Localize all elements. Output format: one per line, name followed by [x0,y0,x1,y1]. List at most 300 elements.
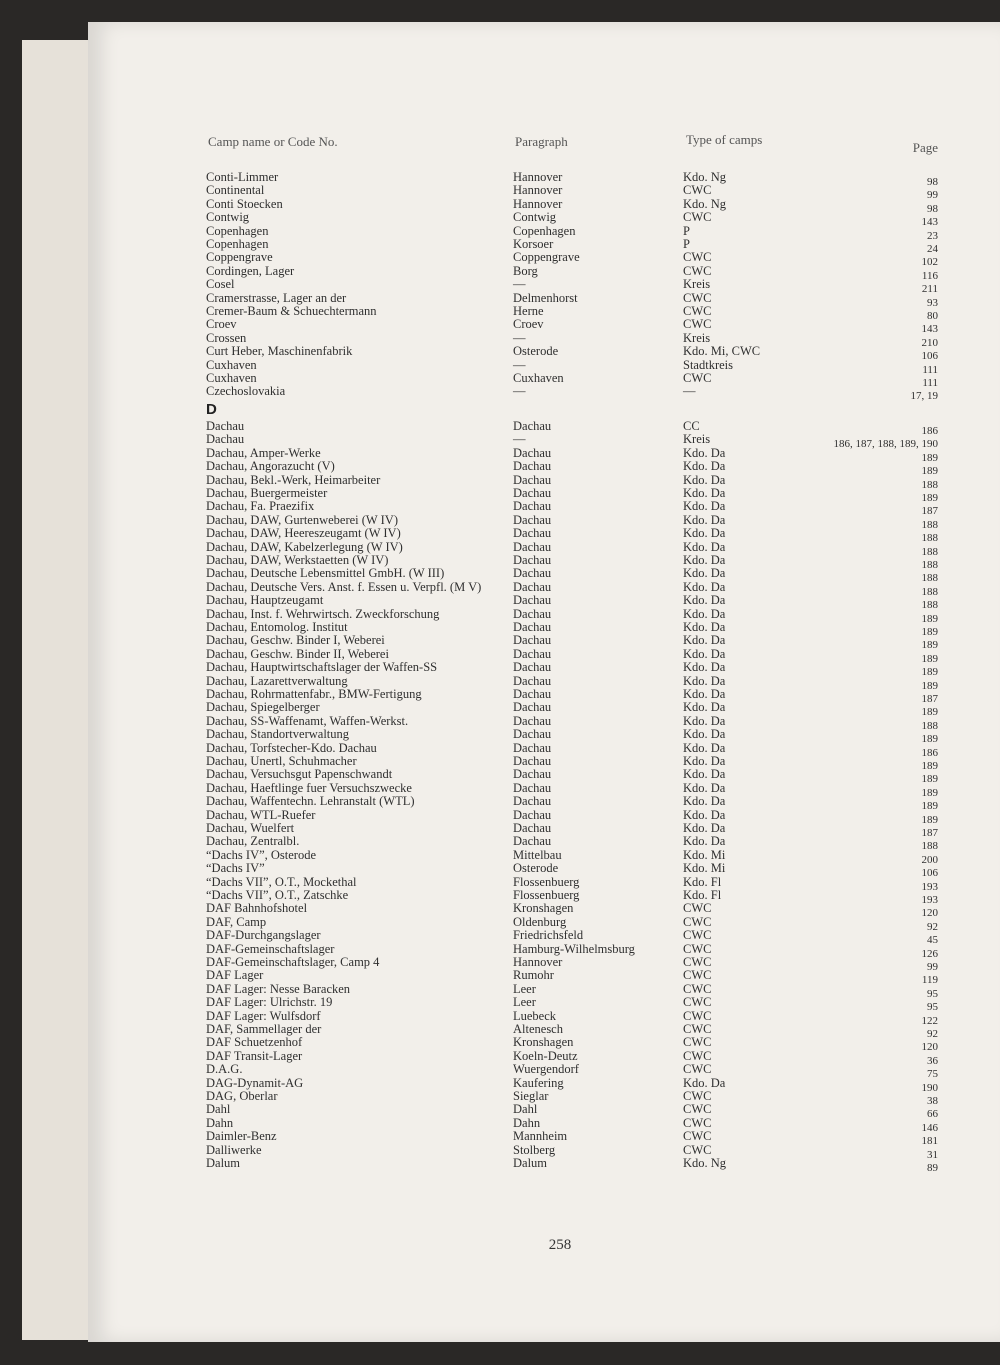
table-row [0,740,1000,759]
paragraph-cell: Rumohr [513,968,554,983]
camp-name-cell: Dachau, DAW, Gurtenweberei (W IV) [206,512,398,527]
paragraph-cell: Herne [513,304,544,318]
page-ref-cell: 187 [921,827,938,839]
camp-type-cell: Kdo. Da [683,673,726,688]
table-row [0,459,1000,478]
page-ref-cell: 190 [921,1081,938,1094]
page-ref-cell: 126 [921,947,938,960]
camp-name-cell: DAF Lager: Ulrichstr. 19 [206,995,333,1010]
table-row [0,968,1000,987]
page-ref-cell: 200 [921,853,938,866]
page-ref-cell: 111 [922,363,938,376]
camp-type-cell: CWC [683,928,712,943]
page-ref-cell: 119 [921,974,938,987]
paragraph-cell: Dachau [513,713,552,728]
table-row [0,553,1000,571]
paragraph-cell: Copenhagen [513,223,576,238]
paragraph-cell: Hamburg-Wilhelmsburg [513,941,635,956]
table-row [0,1022,1000,1040]
table-row [0,445,1000,464]
camp-name-cell: Cordingen, Lager [206,263,295,278]
table-row [0,660,1000,679]
camp-type-cell: Kdo. Da [683,754,726,768]
page-ref-cell: 95 [927,1001,938,1014]
table-row [0,1062,1000,1081]
table-row [0,794,1000,813]
table-row [0,499,1000,518]
camp-type-cell: CWC [683,210,712,225]
paragraph-cell: Cuxhaven [513,371,564,385]
camp-type-cell: Kdo. Da [683,821,726,835]
table-row [0,847,1000,866]
camp-name-cell: “Dachs VII”, O.T., Zatschke [206,888,349,902]
camp-type-cell: CWC [683,290,712,305]
camp-name-cell: DAF Lager: Wulfsdorf [206,1008,321,1023]
paragraph-cell: Dalum [513,1156,548,1170]
paragraph-cell: Dachau [513,566,552,581]
page-ref-cell: 186 [921,746,938,759]
camp-name-cell: Dachau, Wuelfert [206,821,295,835]
table-row [0,237,1000,255]
table-row [0,344,1000,363]
camp-type-cell: Kdo. Da [683,1075,726,1090]
page-ref-cell: 146 [921,1121,938,1134]
paragraph-cell: Kronshagen [513,1035,574,1050]
page-ref-cell: 187 [921,693,938,705]
page-ref-cell: 189 [921,800,938,813]
paragraph-cell: Dachau [513,459,552,474]
table-row [0,767,1000,786]
camp-type-cell: Kreis [683,277,711,292]
page-ref-cell: 189 [921,652,938,665]
page-ref-cell: 188 [921,719,938,732]
table-row [0,700,1000,719]
paragraph-cell: Dachau [513,472,552,487]
camp-name-cell: Cremer-Baum & Schuechtermann [206,304,377,318]
page-ref-cell: 188 [921,840,938,853]
camp-name-cell: Dachau, Spiegelberger [206,700,320,715]
camp-name-cell: D.A.G. [206,1062,243,1077]
page-ref-cell: 193 [921,894,938,906]
camp-type-cell: Kdo. Da [683,593,726,608]
camp-type-cell: Kreis [683,330,711,345]
camp-name-cell: Dachau, SS-Waffenamt, Waffen-Werkst. [206,713,409,728]
camp-name-cell: Dahn [206,1115,234,1130]
paragraph-cell: Altenesch [513,1022,563,1036]
table-row [0,914,1000,933]
camp-type-cell: CWC [683,1129,712,1144]
camp-type-cell: CWC [683,183,712,198]
page-ref-cell: 189 [921,786,938,799]
camp-name-cell: DAF-Durchgangslager [206,928,321,943]
page-ref-cell: 189 [921,733,938,746]
page-ref-cell: 181 [921,1135,938,1148]
paragraph-cell: Leer [513,981,536,996]
camp-name-cell: Croev [206,317,237,332]
paragraph-cell: Dahn [513,1115,541,1130]
paragraph-cell: Dachau [513,834,552,849]
camp-type-cell: CWC [683,317,712,332]
camp-name-cell: Dachau, Standortverwaltung [206,727,350,742]
camp-type-cell: CWC [683,1115,712,1130]
camp-name-cell: Dachau, Buergermeister [206,486,328,500]
table-row [0,371,1000,389]
page-ref-cell: 143 [921,323,938,336]
camp-name-cell: Dachau, Waffentechn. Lehranstalt (WTL) [206,794,415,809]
camp-name-cell: Dachau, Lazarettverwaltung [206,673,348,688]
camp-type-cell: CWC [683,1102,712,1117]
page-ref-cell: 188 [921,478,938,491]
paragraph-cell: Dachau [513,579,552,594]
header-type-of-camps: Type of camps [686,132,763,147]
table-row [0,861,1000,880]
header-page: Page [912,140,938,155]
page-ref-cell: 186, 187, 188, 189, 190 [833,438,938,451]
header-paragraph: Paragraph [515,134,568,149]
paragraph-cell: Dachau [513,727,552,742]
page-ref-cell: 189 [921,451,938,464]
camp-name-cell: Dachau, Deutsche Lebensmittel GmbH. (W III) [206,566,445,581]
camp-type-cell: Kdo. Da [683,606,726,621]
table-row [0,928,1000,947]
page-ref-cell: 99 [927,189,938,202]
page-ref-cell: 116 [921,269,938,282]
paragraph-cell: Dachau [513,646,552,661]
table-row [0,1156,1000,1174]
camp-name-cell: Dachau, Bekl.-Werk, Heimarbeiter [206,472,381,487]
camp-type-cell: CWC [683,304,712,318]
camp-name-cell: DAF Transit-Lager [206,1048,303,1063]
camp-type-cell: CWC [683,250,712,265]
camp-name-cell: Copenhagen [206,223,269,238]
page-ref-cell: 75 [927,1068,938,1081]
page-ref-cell: 189 [921,679,938,692]
table-row [0,1115,1000,1134]
camp-type-cell: CWC [683,941,712,956]
page-ref-cell: 189 [921,612,938,625]
camp-type-cell: Kdo. Da [683,687,726,701]
camp-name-cell: Dachau, DAW, Werkstaetten (W IV) [206,553,389,567]
camp-type-cell: Kdo. Da [683,780,726,795]
paragraph-cell: Sieglar [513,1089,549,1103]
page-ref-cell: 188 [921,532,938,545]
paragraph-cell: Coppengrave [513,250,580,265]
table-row [0,486,1000,504]
camp-type-cell: Kdo. Da [683,566,726,581]
camp-name-cell: DAF Lager [206,968,264,983]
paragraph-cell: Dachau [513,740,552,755]
page-ref-cell: 188 [921,585,938,598]
page-ref-cell: 99 [927,961,938,973]
table-row [0,807,1000,826]
table-row [0,579,1000,598]
paragraph-cell: Dachau [513,633,552,648]
paragraph-cell: Hannover [513,183,563,198]
paragraph-cell: Hannover [513,955,563,969]
page-ref-cell: 45 [927,934,938,947]
camp-type-cell: CWC [683,995,712,1010]
camp-type-cell: CWC [683,981,712,996]
camp-name-cell: Dachau, Geschw. Binder II, Weberei [206,646,389,661]
table-row [0,317,1000,336]
camp-name-cell: Copenhagen [206,237,269,251]
camp-name-cell: Dachau [206,419,245,433]
camp-name-cell: Daimler-Benz [206,1129,277,1144]
paragraph-cell: Osterode [513,344,559,359]
paragraph-cell: Stolberg [513,1142,556,1157]
paragraph-cell: Hannover [513,170,563,184]
table-row [0,606,1000,625]
paragraph-cell: Luebeck [513,1008,557,1023]
camp-type-cell: CWC [683,901,712,916]
page-ref-cell: 122 [921,1014,938,1027]
section-letter: D [206,401,217,418]
page-ref-cell: 189 [921,813,938,826]
paragraph-cell: Dachau [513,553,552,567]
camp-type-cell: Kdo. Da [683,620,726,634]
camp-type-cell: CWC [683,1022,712,1036]
table-row [0,1142,1000,1161]
paragraph-cell: Dachau [513,606,552,621]
table-row [0,981,1000,1000]
page-ref-cell: 210 [921,336,938,349]
table-row [0,250,1000,269]
camp-name-cell: Dachau [206,432,245,447]
camp-type-cell: P [683,223,690,238]
table-row [0,754,1000,772]
header-camp-name: Camp name or Code No. [208,134,338,149]
camp-type-cell: CWC [683,1008,712,1023]
paragraph-cell: Mannheim [513,1129,568,1144]
page-ref-cell: 106 [921,867,938,880]
page-ref-cell: 17, 19 [910,390,938,403]
paragraph-cell: Dachau [513,754,552,768]
table-row [0,646,1000,665]
paragraph-cell: — [513,432,526,447]
page-ref-cell: 106 [921,350,938,363]
table-row [0,633,1000,652]
camp-type-cell: Kdo. Da [683,646,726,661]
table-row [0,995,1000,1014]
camp-type-cell: Kdo. Fl [683,874,722,889]
table-row [0,566,1000,585]
table-row [0,1035,1000,1054]
table-row [0,620,1000,638]
table-row [0,277,1000,296]
page-ref-cell: 193 [921,880,938,893]
page-ref-cell: 188 [921,572,938,585]
camp-name-cell: Crossen [206,330,247,345]
page-ref-cell: 66 [927,1108,938,1121]
paragraph-cell: Delmenhorst [513,290,578,305]
page-ref-cell: 188 [921,599,938,612]
paragraph-cell: Dachau [513,419,552,433]
camp-name-cell: Dalum [206,1156,241,1170]
camp-name-cell: Dachau, Zentralbl. [206,834,300,849]
paragraph-cell: Contwig [513,210,557,225]
camp-type-cell: Kdo. Da [683,660,726,675]
camp-type-cell: Kdo. Fl [683,888,722,902]
camp-name-cell: Dachau, Haeftlinge fuer Versuchszwecke [206,780,412,795]
page-ref-cell: 188 [921,559,938,571]
paragraph-cell: Dachau [513,780,552,795]
page-ref-cell: 31 [927,1148,938,1161]
camp-type-cell: CWC [683,263,712,278]
paragraph-cell: Dachau [513,620,552,634]
table-row [0,526,1000,545]
camp-name-cell: DAG, Oberlar [206,1089,278,1103]
paragraph-cell: Friedrichsfeld [513,928,584,943]
paragraph-cell: Flossenbuerg [513,888,580,902]
camp-type-cell: Kdo. Da [683,713,726,728]
table-row [0,821,1000,839]
camp-name-cell: Dahl [206,1102,231,1117]
camp-name-cell: DAF-Gemeinschaftslager [206,941,335,956]
camp-type-cell: Kdo. Da [683,834,726,849]
camp-type-cell: Kdo. Da [683,727,726,742]
camp-type-cell: Kdo. Da [683,740,726,755]
camp-type-cell: Kdo. Da [683,700,726,715]
paragraph-cell: — [513,384,526,399]
camp-name-cell: Cosel [206,277,235,292]
page-ref-cell: 189 [921,666,938,679]
camp-name-cell: Dachau, Angorazucht (V) [206,459,335,474]
camp-type-cell: Kdo. Da [683,553,726,567]
paragraph-cell: Kaufering [513,1075,564,1090]
paragraph-cell: Dachau [513,700,552,715]
camp-type-cell: Kdo. Mi, CWC [683,344,761,359]
page-ref-cell: 188 [921,518,938,531]
camp-name-cell: Dachau, Versuchsgut Papenschwandt [206,767,393,782]
page-ref-cell: 189 [921,465,938,478]
table-row [0,1089,1000,1107]
camp-type-cell: Kdo. Ng [683,196,727,211]
paragraph-cell: Dachau [513,767,552,782]
table-row [0,941,1000,960]
camp-name-cell: Dachau, Entomolog. Institut [206,620,348,634]
camp-name-cell: “Dachs IV” [206,861,265,876]
paragraph-cell: Dachau [513,486,552,500]
camp-name-cell: Dachau, DAW, Heereszeugamt (W IV) [206,526,401,541]
paragraph-cell: Flossenbuerg [513,874,580,889]
page-ref-cell: 102 [921,256,938,269]
page-ref-cell: 143 [921,216,938,229]
camp-name-cell: DAG-Dynamit-AG [206,1075,304,1090]
page-ref-cell: 93 [927,296,938,309]
page-ref-cell: 188 [921,545,938,558]
camp-name-cell: Cramerstrasse, Lager an der [206,290,347,305]
page-ref-cell: 92 [927,920,938,933]
paragraph-cell: Mittelbau [513,847,562,862]
camp-name-cell: Dachau, Unertl, Schuhmacher [206,754,357,768]
table-row [0,1048,1000,1067]
camp-type-cell: CWC [683,914,712,929]
camp-name-cell: Dachau, Amper-Werke [206,445,321,460]
camp-name-cell: Conti Stoecken [206,196,283,211]
paragraph-cell: Leer [513,995,536,1010]
page-ref-cell: 23 [927,229,938,242]
page-number: 258 [548,1237,572,1253]
table-row [0,834,1000,853]
page-ref-cell: 211 [921,283,938,296]
camp-name-cell: Czechoslovakia [206,384,286,399]
page-ref-cell: 120 [921,907,938,920]
camp-type-cell: CWC [683,1142,712,1157]
paragraph-cell: Korsoer [513,237,554,251]
table-row [0,512,1000,531]
paragraph-cell: Dachau [513,526,552,541]
camp-type-cell: Kdo. Da [683,445,726,460]
camp-name-cell: Curt Heber, Maschinenfabrik [206,344,353,359]
camp-type-cell: Kdo. Da [683,633,726,648]
table-row [0,713,1000,732]
paragraph-cell: Dahl [513,1102,538,1117]
camp-name-cell: Continental [206,183,265,198]
camp-type-cell: Kdo. Da [683,486,726,500]
paragraph-cell: Hannover [513,196,563,211]
camp-type-cell: Kdo. Ng [683,170,727,184]
page-ref-cell: 36 [927,1054,938,1067]
camp-name-cell: Dalliwerke [206,1142,262,1157]
table-row [0,1075,1000,1094]
camp-name-cell: “Dachs VII”, O.T., Mockethal [206,874,357,889]
camp-name-cell: DAF-Gemeinschaftslager, Camp 4 [206,955,380,969]
table-row [0,290,1000,309]
table-row [0,183,1000,202]
camp-type-cell: Kdo. Da [683,459,726,474]
table-row [0,210,1000,229]
table-row [0,1129,1000,1148]
camp-type-cell: Kdo. Da [683,767,726,782]
camp-type-cell: CWC [683,1089,712,1103]
camp-name-cell: Dachau, Hauptwirtschaftslager der Waffen-SS [206,660,438,675]
camp-name-cell: Dachau, WTL-Ruefer [206,807,316,822]
camp-type-cell: Kdo. Da [683,807,726,822]
camp-name-cell: Conti-Limmer [206,170,279,184]
camp-name-cell: DAF Lager: Nesse Baracken [206,981,351,996]
camp-name-cell: DAF Bahnhofshotel [206,901,308,916]
table-row [0,384,1000,403]
camp-type-cell: Stadtkreis [683,357,733,372]
table-row [0,1008,1000,1027]
table-row [0,196,1000,215]
table-row [0,304,1000,322]
paragraph-cell: Dachau [513,445,552,460]
page-ref-cell: 187 [921,505,938,518]
table-row [0,955,1000,973]
camp-name-cell: DAF, Camp [206,914,267,929]
camp-name-cell: Dachau, Hauptzeugamt [206,593,324,608]
paragraph-cell: Koeln-Deutz [513,1048,578,1063]
paragraph-cell: Borg [513,263,538,278]
camp-name-cell: Contwig [206,210,250,225]
camp-type-cell: CWC [683,371,712,385]
page-ref-cell: 189 [921,760,938,772]
page-ref-cell: 189 [921,773,938,786]
paragraph-cell: Dachau [513,794,552,809]
paragraph-cell: Dachau [513,499,552,514]
camp-name-cell: DAF Schuetzenhof [206,1035,303,1050]
paragraph-cell: — [513,330,526,345]
page-ref-cell: 186 [921,425,938,437]
paragraph-cell: Wuergendorf [513,1062,579,1077]
paragraph-cell: Dachau [513,821,552,835]
page-ref-cell: 89 [927,1162,938,1174]
camp-type-cell: Kdo. Ng [683,1156,727,1170]
camp-type-cell: Kdo. Da [683,579,726,594]
paragraph-cell: — [513,277,526,292]
camp-type-cell: Kdo. Da [683,472,726,487]
